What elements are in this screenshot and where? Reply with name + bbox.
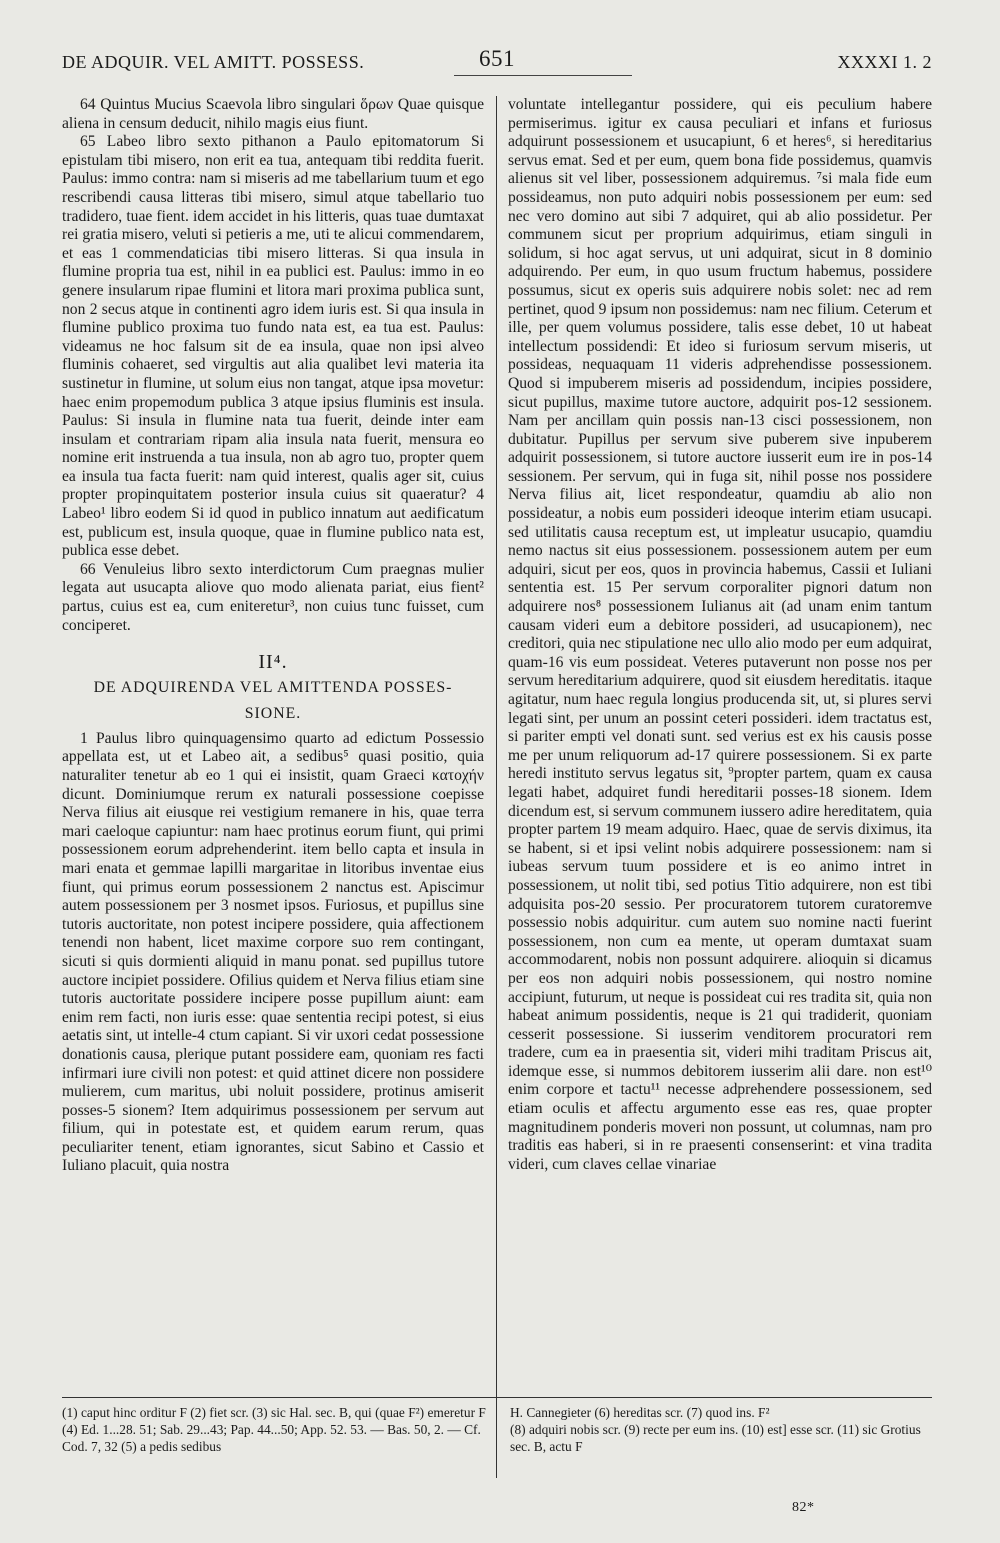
footnote-line: (1) caput hinc orditur F (2) fiet scr. (3) sic Hal. sec. B, qui (quae F²) emeretur F: [62, 1405, 486, 1420]
fragment-65: 65 Labeo libro sexto pithanon a Paulo epitomatorum Si epistulam tibi misero, non erit ea tua, antequam tibi reddita fuerit. Paulus: immo contra: nam si miseris ad me tabellarium tuum et ego rescribendi causa litteras tibi misero, simul atque tabellario tuo tradidero, tuae fient. idem accidet in his litteris, quas tuae dumtaxat rei gratia misero, veluti si petieris a me, uti te alicui commendarem, et eas 1 commendaticias tibi misero litteras. Si qua insula in flumine propria tua est, nihil in ea publici est. Paulus: immo in eo genere insularum ripae flumini et litora mari proxima publica sunt, non 2 secus atque in continenti agro idem iuris est. Si qua insula in flumine publico proxima tuo fundo nata est, ea tua est. Paulus: videamus ne hoc falsum sit de ea insula, quae non ipsi alveo fluminis cohaeret, sed virgultis aut alia qualibet levi materia ita sustinetur in flumine, ut solum eius non tangat, atque ipsa movetur: haec enim propemodum publica 3 atque ipsius fluminis est insula. Paulus: Si insula in flumine nata tua fuerit, deinde inter eam insulam et contrariam ripam alia insula nata fuerit, mensura eo nomine erit instruenda a tua insula, non ab agro tuo, propter quem ea insula tua facta fuerit: nam quid interest, qualis ager sit, cuius propter propinquitatem posterior insula cuius sit quaeratur? 4 Labeo¹ libro eodem Si id quod in publico innatum aut aedificatum est, publicum est, insula quoque, quae in flumine publico nata est, publica esse debet.: [62, 133, 484, 560]
signature-mark: 82*: [792, 1500, 815, 1515]
right-column: [508, 96, 932, 1174]
footnotes-right: [510, 1404, 930, 1455]
section-title-line-2: SIONE.: [244, 704, 302, 722]
fragment-64: 64 Quintus Mucius Scaevola libro singulari ὅρων Quae quisque aliena in censum deducit, nihilo magis eius fiunt.: [62, 96, 484, 132]
page-number: 651: [479, 46, 515, 71]
fragment-66: 66 Venuleius libro sexto interdictorum Cum praegnas mulier legata aut usucapta aliove quo modo alienata pariat, eius fient² partus, cuius est ea, cum eniteretur³, non cuius tunc fuisset, cum conciperet.: [62, 560, 484, 634]
footnote-line: H. Cannegieter (6) hereditas scr. (7) quod ins. F²: [510, 1405, 770, 1420]
footnote-divider: [496, 1400, 497, 1478]
fragment-1-continued: voluntate intellegantur possidere, qui eis peculium habere permiserimus. igitur ex causa peculiari et infans et furiosus adquirunt possessionem et usucapiunt, 6 et heres⁶, si hereditarius servus emat. Sed et per eum, quem bona fide possidemus, quamvis alienus sit vel liber, possessionem adquiremus. ⁷si mala fide eum possideamus, non puto adquiri nobis possessionem per eum: sed nec vero domino aut sibi 7 adquiret, qui ab alio possidetur. Per communem sicut per proprium adquirimus, etiam singuli in solidum, si hoc agat servus, ut uni adquirat, sicut in 8 dominio adquirendo. Per eum, in quo usum fructum habemus, possidere possumus, sicut ex operis suis adquirere nobis solet: nec ad rem pertinet, quod 9 ipsum non possidemus: nam nec filium. Ceterum et ille, per quem volumus possidere, talis esse debet, 10 ut habeat intellectum possidendi: Et ideo si furiosum servum miseris, ut possideas, nequaquam 11 videris adprehendisse possessionem. Quod si impuberem miseris ad possidendum, incipies possidere, sicut pupillus, maxime tutore auctore, adquirit pos-12 sessionem. Nam per ancillam quin possis nan-13 cisci possessionem, non dubitatur. Pupillus per servum sive puberem sive inpuberem adquirit possessionem, si tutore auctore iusserit eum ire in pos-14 sessionem. Per servum, qui in fuga sit, nihil posse nos possidere Nerva filius ait, licet respondeatur, quamdiu ab alio non possideatur, a nobis eum possideri ideoque interim etiam usucapi. sed utilitatis causa receptum est, ut impleatur usucapio, quamdiu nemo nactus sit eius possessionem. possessionem autem per eum adquiri, sicut per eos, quos in provincia habemus, Cassii et Iuliani sententia est. 15 Per servum corporaliter pignori datum non adquirere nos⁸ possessionem Iulianus ait (ad unam enim tantum causam videri eum a debitore possideri, ad usucapionem), nec creditori, quia nec stipulatione nec ullo alio modo per eum adquirat, quam-16 vis eum possideat. Veteres putaverunt non posse nos per servum hereditarium adquirere, quod sit eiusdem hereditatis. itaque agitatur, num haec regula longius producenda sit, ut, si plures servi legati sint, per unum an possint ceteri possideri. idem tractatus est, si pariter empti vel donati sunt. sed verius est ex his causis posse me per unum reliquorum ad-17 quirere possessionem. Si ex parte heredi instituto servus legatus sit, ⁹propter partem, quam ex causa legati habet, adquiret fundi hereditarii posses-18 sionem. Idem dicendum est, si servum communem iussero adire hereditatem, quia propter partem 19 meam adquiro. Haec, quae de servis diximus, ita se habent, si et ipsi velint nobis adquirere possessionem: nam si iubeas servum tuum possidere et is eo animo intret in possessionem, ut nolit tibi, sed potius Titio adquirere, non est tibi adquisita pos-20 sessio. Per procuratorem tutorem curatoremve possessio nobis adquiritur. cum autem suo nomine nacti fuerint possessionem, non cum ea mente, ut operam dumtaxat suam accommodarent, nobis non possunt adquirere. alioquin si dicamus per eos non adquiri nobis possessionem, qui nostro nomine accipiunt, futurum, ut neque is possideat cui res tradita sit, quia non habeat animum possidentis, neque is 21 qui tradiderit, quoniam cesserit possessione. Si iusserim venditorem procuratori rem tradere, cum ea in praesentia sit, videri mihi traditam Priscus ait, idemque esse, si nummos debitorem iusserim alii dare. non est¹⁰ enim corpore et tactu¹¹ necesse adprehendere possessionem, sed etiam oculis et affectu argumento esse eas res, quae propter magnitudinem ponderis moveri non possunt, ut columnas, nam pro traditis eas haberi, si in re praesenti consenserint: et vina tradita videri, cum claves cellae vinariae: [508, 96, 932, 1173]
section-title-line-1: DE ADQUIRENDA VEL AMITTENDA POSSES-: [93, 678, 453, 696]
header-rule: [454, 75, 632, 76]
footnote-line: (8) adquiri nobis scr. (9) recte per eum ins. (10) est] esse scr. (11) sic Grotius sec. B, actu F: [510, 1422, 921, 1454]
footnotes-left: [62, 1404, 486, 1455]
left-column: [62, 96, 484, 1176]
footnote-rule: [62, 1397, 932, 1398]
fragment-1: 1 Paulus libro quinquagensimo quarto ad edictum Possessio appellata est, ut et Labeo ait, a sedibus⁵ quasi positio, quia naturaliter tenetur ab eo 1 qui ei insistit, quam Graeci κατοχήν dicunt. Dominiumque rerum ex naturali possessione coepisse Nerva filius ait eiusque rei vestigium remanere in his, quae terra mari caeloque capiuntur: nam haec protinus eorum fiunt, qui primi possessionem eorum adprehenderint. item bello capta et insula in mari enata et gemmae lapilli margaritae in litoribus inventae eius fiunt, qui primus eorum possessionem 2 nanctus est. Apiscimur autem possessionem per 3 nosmet ipsos. Furiosus, et pupillus sine tutoris auctoritate, non potest incipere possidere, quia affectionem tenendi non habent, licet maxime corpore suo rem contingant, sicuti si quis dormienti aliquid in manu ponat. sed pupillus tutore auctore incipiet possidere. Ofilius quidem et Nerva filius etiam sine tutoris auctoritate possidere incipere posse pupillum aiunt: eam enim rem facti, non iuris esse: quae sententia recipi potest, si eius aetatis sint, ut intelle-4 ctum capiant. Si vir uxori cedat possessione donationis causa, plerique putant possidere eam, quoniam res facti infirmari iure civili non potest: et quid attinet dicere non possidere mulierem, cum maritus, ubi noluit possidere, protinus amiserit posses-5 sionem? Item adquirimus possessionem per servum aut filium, qui in potestate est, et quidem earum rerum, quas peculiariter tenent, etiam ignorantes, sicut Sabino et Cassio et Iuliano placuit, quia nostra: [62, 729, 484, 1175]
section-number: II⁴.: [258, 651, 288, 674]
column-divider: [496, 96, 497, 1476]
running-title: DE ADQUIR. VEL AMITT. POSSESS.: [62, 52, 365, 72]
page-header: [62, 46, 932, 80]
title-reference: XXXXI 1. 2: [837, 52, 932, 72]
footnote-line: (4) Ed. 1...28. 51; Sab. 29...43; Pap. 44...50; App. 52. 53. — Bas. 50, 2. — Cf. Cod. 7, 32 (5) a pedis sedibus: [62, 1422, 481, 1454]
